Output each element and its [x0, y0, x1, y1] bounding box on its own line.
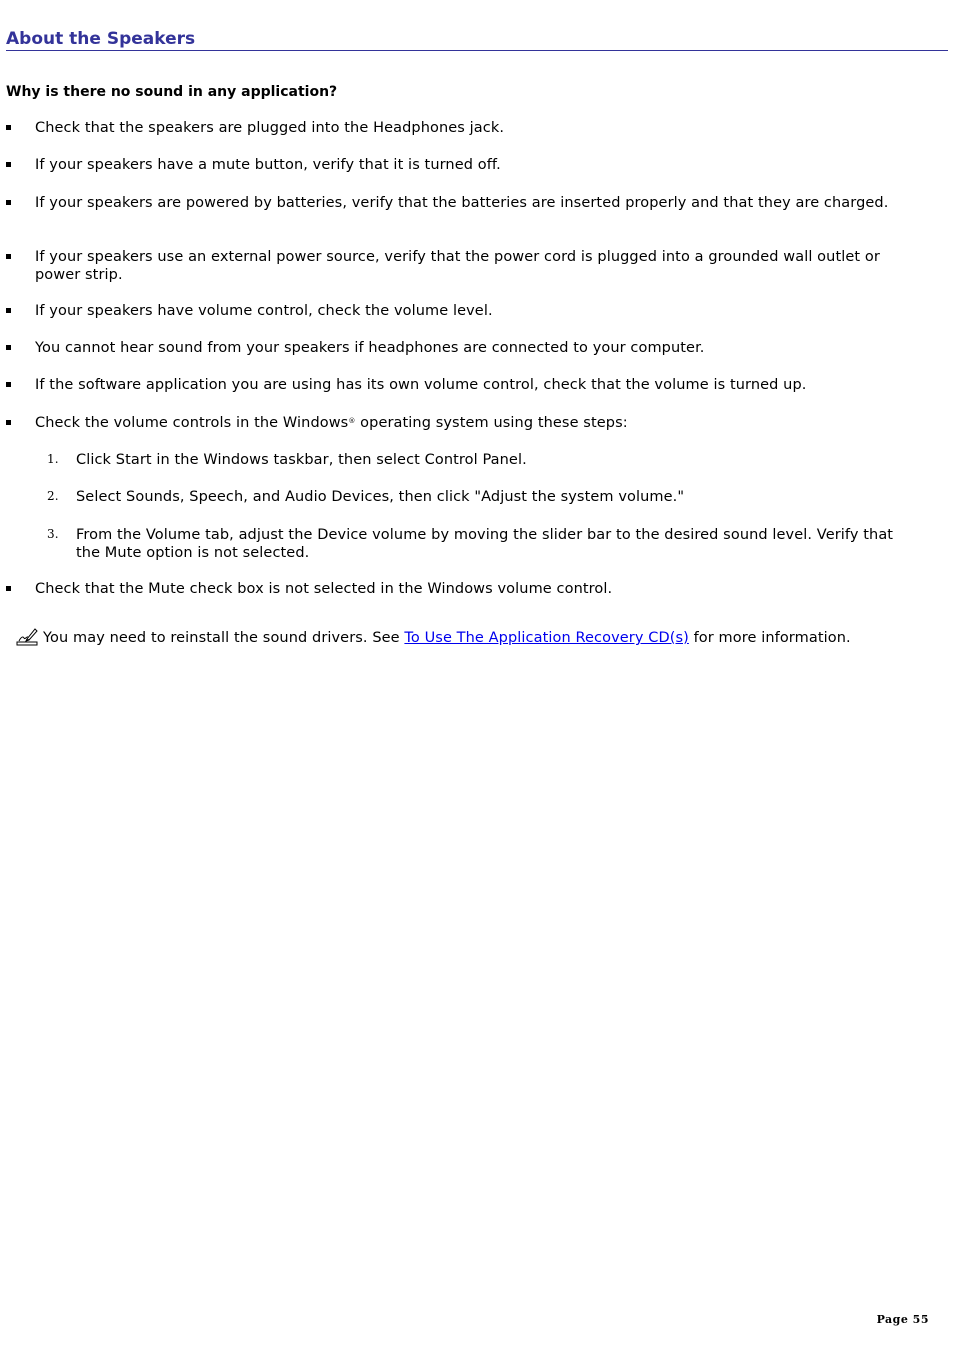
- step-number: 1.: [47, 452, 59, 466]
- bullet-square-icon: [6, 254, 11, 259]
- step-text: From the Volume tab, adjust the Device volume by moving the slider bar to the desired sound level. Verify that the Mute option is not selected.: [76, 527, 894, 561]
- list-item-text: If your speakers have a mute button, verify that it is turned off.: [35, 157, 501, 173]
- list-item-text: If the software application you are using has its own volume control, check that the volume is turned up.: [35, 377, 807, 393]
- list-item-text: If your speakers have volume control, check the volume level.: [35, 303, 493, 319]
- bullet-square-icon: [6, 382, 11, 387]
- list-item-text: Check that the speakers are plugged into the Headphones jack.: [35, 120, 505, 136]
- step-text: Select Sounds, Speech, and Audio Devices, then click "Adjust the system volume.": [76, 489, 685, 505]
- page-title: About the Speakers: [6, 29, 948, 51]
- volume-bullet-text: Check the volume controls in the Windows: [35, 415, 349, 431]
- list-item-text: Check that the Mute check box is not selected in the Windows volume control.: [35, 581, 613, 597]
- note-text-end: for more information.: [688, 630, 851, 646]
- list-item-text: If your speakers are powered by batteries, verify that the batteries are inserted properly and that they are charged.: [35, 195, 889, 211]
- bullet-square-icon: [6, 308, 11, 313]
- note-text: You may need to reinstall the sound drivers. See: [43, 630, 405, 646]
- question-heading: Why is there no sound in any application?: [6, 84, 338, 100]
- list-item-text: You cannot hear sound from your speakers if headphones are connected to your computer.: [35, 340, 705, 356]
- step-number: 2.: [47, 489, 59, 503]
- bullet-square-icon: [6, 125, 11, 130]
- volume-bullet-text-end: operating system using these steps:: [355, 415, 628, 431]
- step-text: Click Start in the Windows taskbar, then select Control Panel.: [76, 452, 527, 468]
- bullet-square-icon: [6, 420, 11, 425]
- page-number: Page 55: [876, 1313, 929, 1326]
- bullet-square-icon: [6, 200, 11, 205]
- bullet-square-icon: [6, 162, 11, 167]
- registered-mark: ®: [348, 417, 356, 425]
- bullet-square-icon: [6, 345, 11, 350]
- note-pencil-icon: [15, 626, 39, 646]
- list-item-text: [35, 414, 920, 432]
- list-item-text: If your speakers use an external power source, verify that the power cord is plugged into a grounded wall outlet or power strip.: [35, 249, 880, 283]
- bullet-square-icon: [6, 586, 11, 591]
- recovery-cd-link[interactable]: To Use The Application Recovery CD(s): [404, 630, 689, 646]
- step-number: 3.: [47, 527, 59, 541]
- note-paragraph: [15, 626, 945, 647]
